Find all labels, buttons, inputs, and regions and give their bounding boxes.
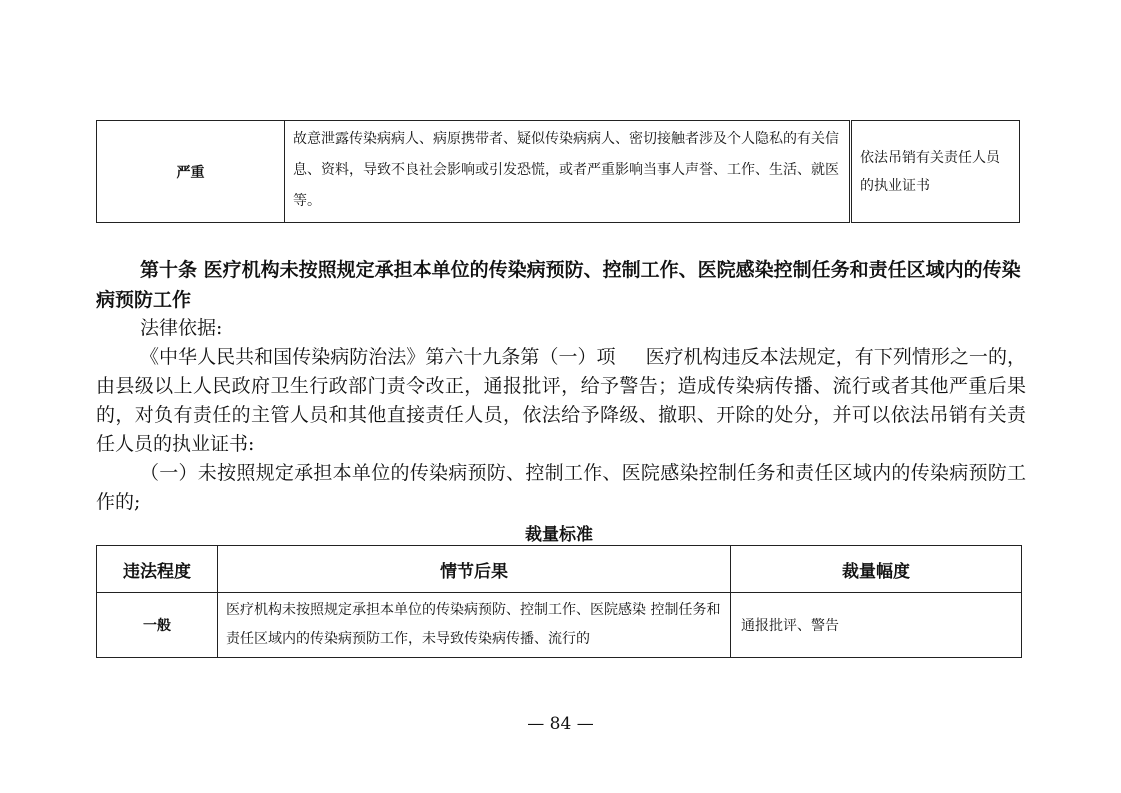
header-circumstances: 情节后果 [218,546,731,593]
law-text: 医疗机构违反本法规定，有下列情形之一的，由县级以上人民政府卫生行政部门责令改正，通报批评，给予警告；造成传染病传播、流行或者其他严重后果的，对负有责任的主管人员和其他直接责任人员，依法给予降级、撤职、开除的处分，并可以依法吊销有关责任人员的执业证书: [96,346,1026,455]
header-penalty: 裁量幅度 [731,546,1022,593]
penalty-cell: 依法吊销有关责任人员的执业证书 [851,121,1020,223]
discretion-standard-table [96,545,1022,658]
continued-standard-table [96,120,1020,223]
clause-item-one: （一）未按照规定承担本单位的传染病预防、控制工作、医院感染控制任务和责任区域内的传染病预防工作的; [96,462,1026,513]
severity-cell: 严重 [97,121,285,223]
law-citation: 《中华人民共和国传染病防治法》第六十九条第（一）项 [140,346,616,368]
header-severity: 违法程度 [97,546,218,593]
penalty-cell: 通报批评、警告 [731,593,1022,658]
circumstances-cell: 医疗机构未按照规定承担本单位的传染病预防、控制工作、医院感染 控制任务和责任区域内的传染病预防工作，未导致传染病传播、流行的 [218,593,731,658]
page-number: — 84 — [527,714,594,734]
table-row [97,593,1022,658]
circumstances-cell: 故意泄露传染病病人、病原携带者、疑似传染病病人、密切接触者涉及个人隐私的有关信息、资料，导致不良社会影响或引发恐慌，或者严重影响当事人声誉、工作、生活、就医等。 [285,121,851,223]
standard-title: 裁量标准 [525,525,593,545]
table-header-row [97,546,1022,593]
law-paragraph [96,343,1026,459]
legal-basis-label: 法律依据: [140,317,223,339]
severity-cell: 一般 [97,593,218,658]
table-row [97,121,1020,223]
article-heading: 第十条 医疗机构未按照规定承担本单位的传染病预防、控制工作、医院感染控制任务和责任区域内的传染病预防工作 [96,259,1021,311]
